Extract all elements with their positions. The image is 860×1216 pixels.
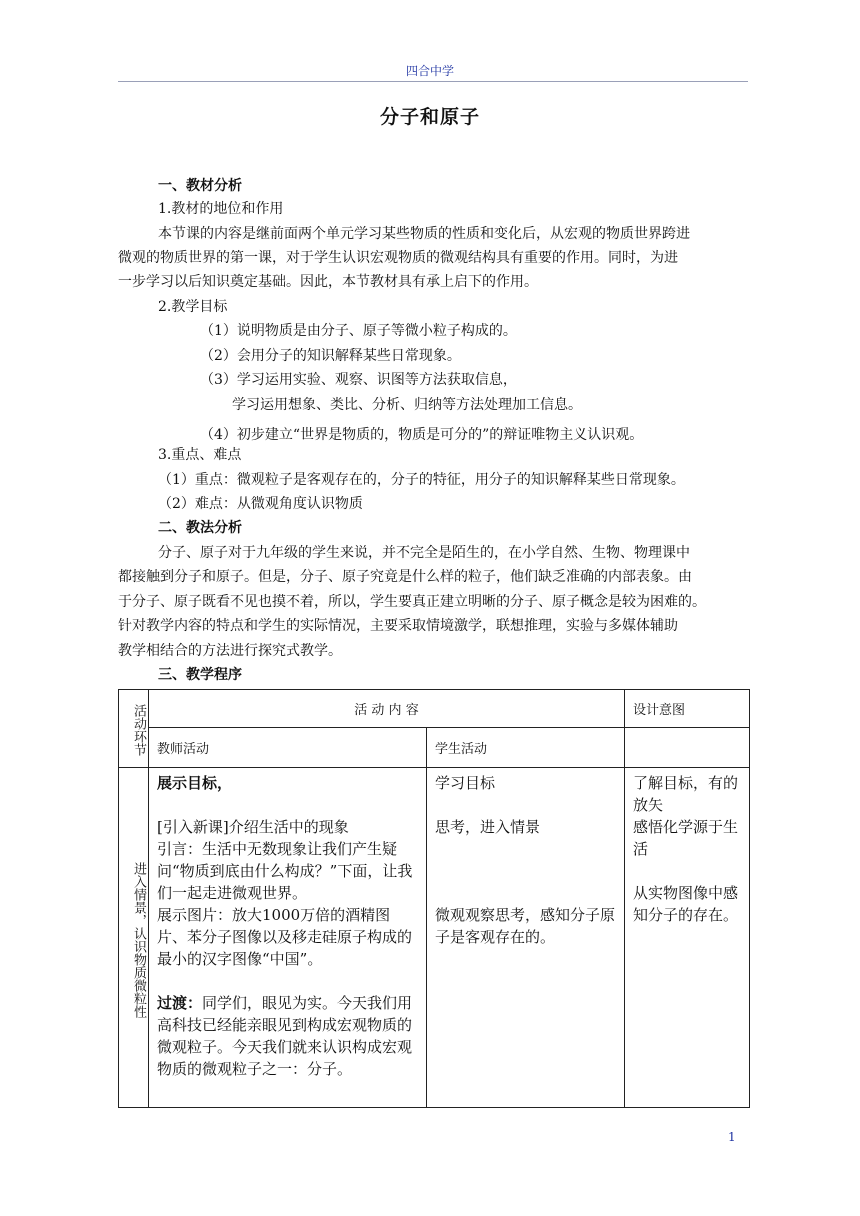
goal-item: （1）说明物质是由分子、原子等微小粒子构成的。 bbox=[200, 323, 517, 339]
section-2-heading: 二、教法分析 bbox=[158, 520, 242, 536]
design-intent-cell bbox=[625, 768, 750, 1108]
header-rule bbox=[118, 81, 748, 82]
intent-item: 从实物图像中感知分子的存在。 bbox=[633, 884, 739, 924]
teacher-item: 展示图片：放大1000万倍的酒精图片、苯分子图像以及移走硅原子构成的最小的汉字图像“中国”。 bbox=[157, 906, 413, 968]
paragraph-line: 针对教学内容的特点和学生的实际情况，主要采取情境激学，联想推理，实验与多媒体辅助 bbox=[118, 618, 678, 634]
subsection-1-1: 1.教材的地位和作用 bbox=[158, 201, 284, 217]
goal-item: （4）初步建立“世界是物质的，物质是可分的”的辩证唯物主义认识观。 bbox=[200, 427, 644, 443]
paragraph-line: 都接触到分子和原子。但是，分子、原子究竟是什么样的粒子，他们缺乏准确的内部表象。由 bbox=[118, 569, 692, 585]
goal-item: （2）会用分子的知识解释某些日常现象。 bbox=[200, 348, 461, 364]
section-1-heading: 一、教材分析 bbox=[158, 178, 242, 194]
teacher-item: 引言：生活中无数现象让我们产生疑问“物质到底由什么构成？”下面，让我们一起走进微观世界。 bbox=[157, 840, 413, 902]
subsection-1-2: 2.教学目标 bbox=[158, 299, 228, 315]
teacher-item bbox=[157, 992, 418, 1080]
header-empty bbox=[625, 728, 750, 768]
intent-item: 了解目标，有的放矢 bbox=[633, 774, 739, 814]
new-lesson-label: [引入新课] bbox=[157, 818, 229, 836]
student-item: 微观观察思考，感知分子原子是客观存在的。 bbox=[435, 906, 616, 946]
student-item: 学习目标 bbox=[435, 774, 496, 792]
new-lesson-text: 介绍生活中的现象 bbox=[228, 818, 349, 836]
difficult-point: （2）难点：从微观角度认识物质 bbox=[158, 496, 363, 512]
paragraph-line: 于分子、原子既看不见也摸不着，所以，学生要真正建立明晰的分子、原子概念是较为困难的。 bbox=[118, 594, 706, 610]
teacher-item bbox=[157, 816, 418, 838]
student-activity-cell bbox=[427, 768, 625, 1108]
paragraph-line: 本节课的内容是继前面两个单元学习某些物质的性质和变化后，从宏观的物质世界跨进 bbox=[158, 226, 690, 242]
goal-item: 学习运用想象、类比、分析、归纳等方法处理加工信息。 bbox=[232, 397, 582, 413]
transition-text: 同学们，眼见为实。今天我们用高科技已经能亲眼见到构成宏观物质的微观粒子。今天我们就来认识构成宏观物质的微观粒子之一：分子。 bbox=[157, 994, 413, 1078]
subsection-1-3: 3.重点、难点 bbox=[158, 447, 242, 463]
stage-cell: 进入情景，认识物质微粒性 bbox=[119, 768, 149, 1108]
teaching-procedure-table bbox=[118, 689, 750, 1108]
page-number: 1 bbox=[728, 1130, 736, 1144]
section-3-heading: 三、教学程序 bbox=[158, 667, 242, 683]
header-teacher: 教师活动 bbox=[149, 728, 427, 768]
intent-item: 感悟化学源于生活 bbox=[633, 818, 739, 858]
header-school: 四合中学 bbox=[405, 64, 454, 78]
paragraph-line: 一步学习以后知识奠定基础。因此，本节教材具有承上启下的作用。 bbox=[118, 274, 538, 290]
teacher-item: 展示目标， bbox=[157, 774, 233, 792]
key-point: （1）重点：微观粒子是客观存在的，分子的特征，用分子的知识解释某些日常现象。 bbox=[158, 472, 685, 488]
teacher-activity-cell bbox=[149, 768, 427, 1108]
paragraph-line: 分子、原子对于九年级的学生来说，并不完全是陌生的，在小学自然、生物、物理课中 bbox=[158, 545, 690, 561]
header-intent: 设计意图 bbox=[625, 690, 750, 728]
paragraph-line: 教学相结合的方法进行探究式教学。 bbox=[118, 643, 342, 659]
transition-label: 过渡： bbox=[157, 994, 203, 1012]
goal-item: （3）学习运用实验、观察、识图等方法获取信息， bbox=[200, 372, 517, 388]
student-item: 思考，进入情景 bbox=[435, 818, 541, 836]
header-student: 学生活动 bbox=[427, 728, 625, 768]
paragraph-line: 微观的物质世界的第一课，对于学生认识宏观物质的微观结构具有重要的作用。同时，为进 bbox=[118, 250, 678, 266]
header-stage: 活动环节 bbox=[119, 690, 149, 768]
header-content: 活 动 内 容 bbox=[149, 690, 625, 728]
document-title: 分子和原子 bbox=[379, 106, 480, 128]
